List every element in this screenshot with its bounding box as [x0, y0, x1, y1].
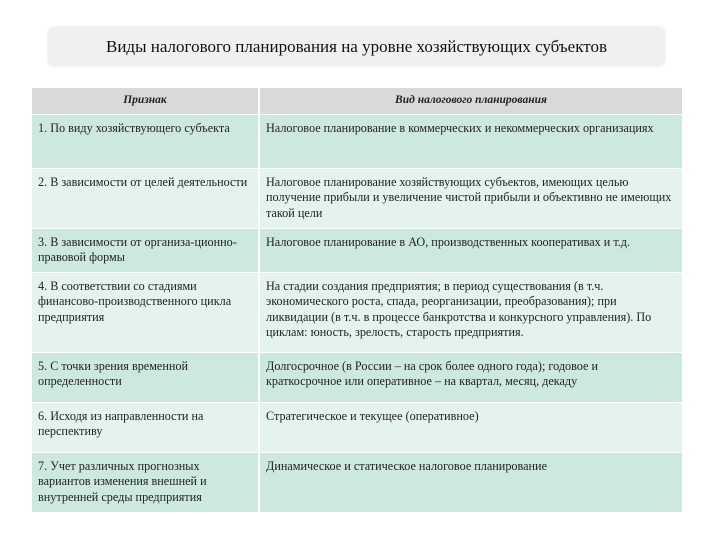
table-row — [32, 272, 683, 352]
table-row — [32, 352, 683, 402]
criterion-cell: 5. С точки зрения временной определенности — [32, 352, 259, 402]
table-row — [32, 168, 683, 228]
type-cell: Налоговое планирование в коммерческих и некоммерческих организациях — [259, 114, 683, 168]
criterion-cell: 4. В соответствии со стадиями финансово-производственного цикла предприятия — [32, 272, 259, 352]
criterion-cell: 2. В зависимости от целей деятельности — [32, 168, 259, 228]
table-header-row — [32, 88, 683, 114]
criterion-cell: 7. Учет различных прогнозных вариантов изменения внешней и внутренней среды предприятия — [32, 452, 259, 512]
header-criterion: Признак — [32, 88, 259, 114]
type-cell: Динамическое и статическое налоговое планирование — [259, 452, 683, 512]
type-cell: Долгосрочное (в России – на срок более одного года); годовое и краткосрочное или оперативное – на квартал, месяц, декаду — [259, 352, 683, 402]
slide-title: Виды налогового планирования на уровне хозяйствующих субъектов — [48, 27, 665, 66]
criterion-cell: 3. В зависимости от организа-ционно-правовой формы — [32, 228, 259, 272]
table-row — [32, 452, 683, 512]
type-cell: Налоговое планирование хозяйствующих субъектов, имеющих целью получение прибыли и увеличение чистой прибыли и объективно не имеющих такой цели — [259, 168, 683, 228]
criterion-cell: 6. Исходя из направленности на перспективу — [32, 402, 259, 452]
table-row — [32, 402, 683, 452]
table-row — [32, 114, 683, 168]
criterion-cell: 1. По виду хозяйствующего субъекта — [32, 114, 259, 168]
type-cell: Стратегическое и текущее (оперативное) — [259, 402, 683, 452]
tax-planning-table — [32, 88, 684, 513]
table-row — [32, 228, 683, 272]
type-cell: Налоговое планирование в АО, производственных кооперативах и т.д. — [259, 228, 683, 272]
header-type: Вид налогового планирования — [259, 88, 683, 114]
type-cell: На стадии создания предприятия; в период существования (в т.ч. экономического роста, спада, реорганизации, преобразования); при ликвидации (в т.ч. в процессе банкротства и конкурсного управления). По циклам: юность, зрелость, старость предприятия. — [259, 272, 683, 352]
